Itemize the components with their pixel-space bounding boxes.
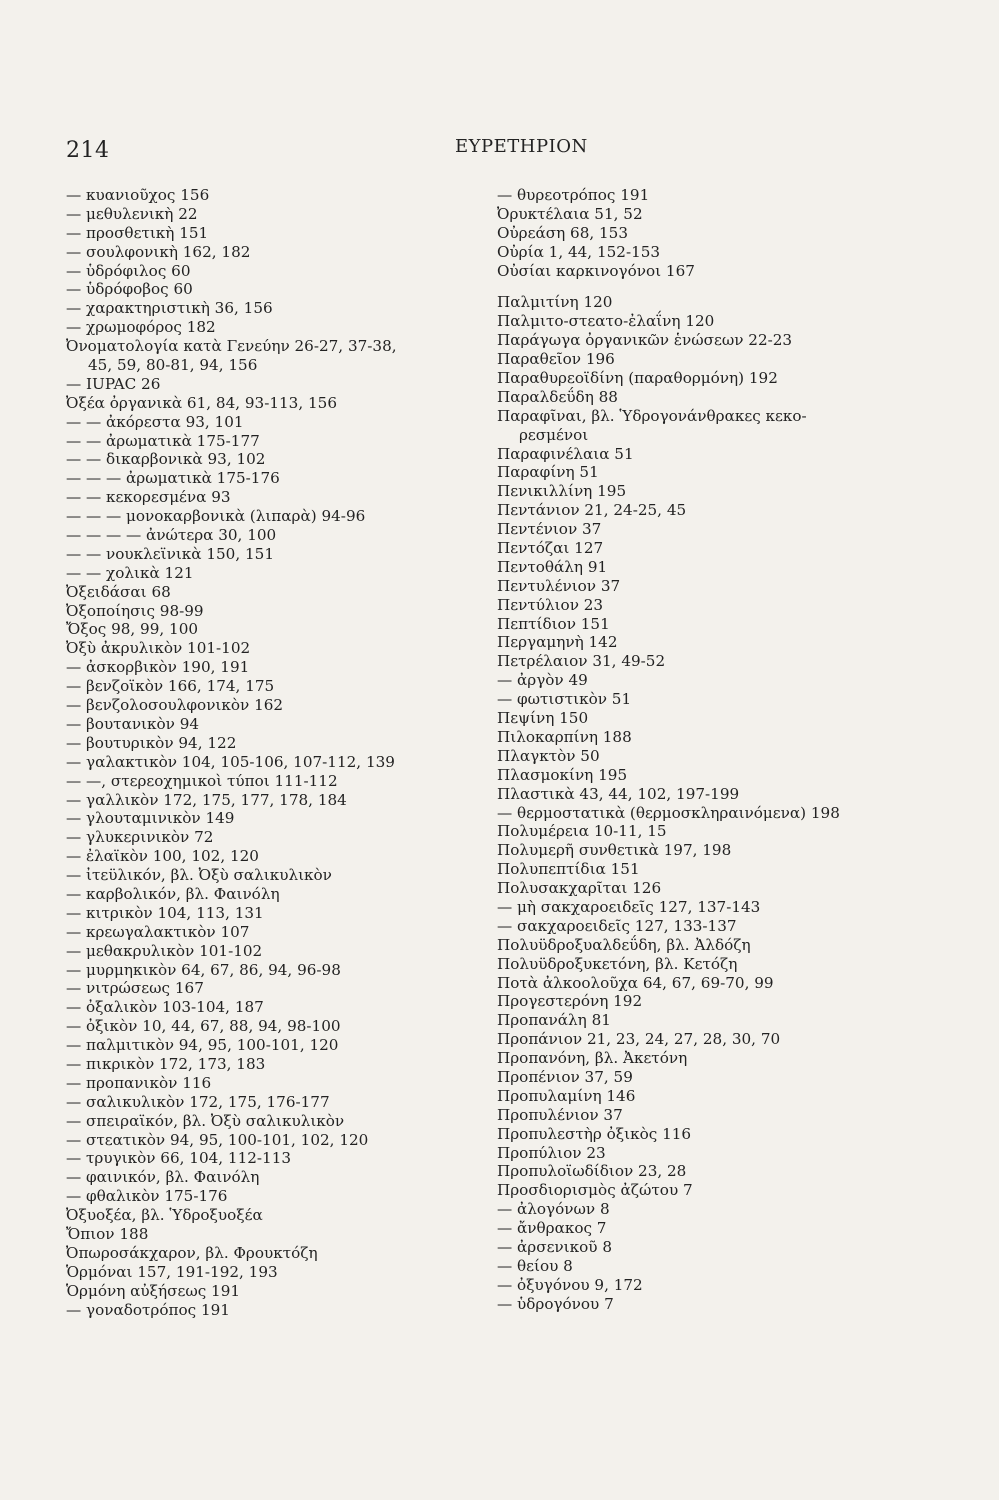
index-entry: Παραφῖναι, βλ. Ὑδρογονάνθρακες κεκο- <box>497 406 807 425</box>
index-entry: — γοναδοτρόπος 191 <box>66 1300 230 1319</box>
index-entry: Προπανάλη 81 <box>497 1011 611 1030</box>
index-entry: — —, στερεοχημικοὶ τύποι 111-112 <box>66 771 338 790</box>
index-entry: Παλμιτίνη 120 <box>497 293 613 312</box>
index-entry: — προσθετικὴ 151 <box>66 223 209 242</box>
index-entry: — κυανιοῦχος 156 <box>66 186 210 204</box>
index-entry: — γλουταμινικὸν 149 <box>66 809 235 828</box>
index-entry: Προπένιον 37, 59 <box>497 1067 633 1086</box>
index-entry: Πετρέλαιον 31, 49-52 <box>497 652 666 671</box>
index-entry: — σαλικυλικὸν 172, 175, 176-177 <box>66 1092 330 1111</box>
index-entry: Πολυμέρεια 10-11, 15 <box>497 822 667 841</box>
index-entry: Προπάνιον 21, 23, 24, 27, 28, 30, 70 <box>497 1030 781 1049</box>
index-entry: — ἀλογόνων 8 <box>497 1200 610 1219</box>
index-entry: — βουτυρικὸν 94, 122 <box>66 733 237 752</box>
index-entry: — — — μονοκαρβονικὰ (λιπαρὰ) 94-96 <box>66 507 366 526</box>
index-entry: — IUPAC 26 <box>66 374 161 393</box>
index-entry: Παραθεῖον 196 <box>497 350 615 369</box>
index-entry: Ὁρμόνη αὐξήσεως 191 <box>66 1281 241 1300</box>
index-entry: — ἐλαϊκὸν 100, 102, 120 <box>66 847 259 866</box>
index-entry: — νιτρώσεως 167 <box>66 979 204 998</box>
index-entry: — γαλακτικὸν 104, 105-106, 107-112, 139 <box>66 752 395 771</box>
index-entry: Προπυλαμίνη 146 <box>497 1086 636 1105</box>
index-entry: Προσδιορισμὸς ἀζώτου 7 <box>497 1181 693 1200</box>
index-column-left <box>66 186 397 1319</box>
index-entry: — φθαλικὸν 175-176 <box>66 1187 228 1206</box>
page-number: 214 <box>66 138 110 163</box>
index-entry: Ὀξειδάσαι 68 <box>66 582 171 601</box>
index-entry: Παραλδεΰδη 88 <box>497 387 618 406</box>
index-entry: Ὀρυκτέλαια 51, 52 <box>497 204 643 223</box>
index-entry: Ὄξος 98, 99, 100 <box>66 620 199 639</box>
index-entry: Πεπτίδιον 151 <box>497 614 610 633</box>
index-entry: Πολυσακχαρῖται 126 <box>497 879 662 898</box>
index-entry: — ὑδρόφοβος 60 <box>66 280 193 299</box>
index-entry: — βουτανικὸν 94 <box>66 714 200 733</box>
index-entry: Πιλοκαρπίνη 188 <box>497 727 632 746</box>
index-entry: — — δικαρβονικὰ 93, 102 <box>66 450 266 469</box>
index-entry: — ἀργὸν 49 <box>497 671 588 690</box>
index-entry: — ὀξικὸν 10, 44, 67, 88, 94, 98-100 <box>66 1017 341 1036</box>
index-entry: — ὑδρογόνου 7 <box>497 1294 614 1313</box>
index-entry: Ὀνοματολογία κατὰ Γενεύην 26-27, 37-38, <box>66 337 397 356</box>
index-entry: — μεθακρυλικὸν 101-102 <box>66 941 263 960</box>
index-entry: Προπυλεστὴρ ὀξικὸς 116 <box>497 1124 692 1143</box>
index-entry: Προπύλιον 23 <box>497 1143 606 1162</box>
index-entry: Ὀξοποίησις 98-99 <box>66 601 204 620</box>
index-entry: — — χολικὰ 121 <box>66 563 194 582</box>
index-entry: Πλαγκτὸν 50 <box>497 746 600 765</box>
index-entry: — προπανικὸν 116 <box>66 1073 212 1092</box>
index-entry: Πεντένιον 37 <box>497 520 602 539</box>
index-entry: Πολυϋδροξυαλδεΰδη, βλ. Ἀλδόζη <box>497 935 751 954</box>
index-entry: — ἰτεϋλικόν, βλ. Ὀξὺ σαλικυλικὸν <box>66 866 332 885</box>
index-entry: — χαρακτηριστικὴ 36, 156 <box>66 299 273 318</box>
index-entry: — μεθυλενικὴ 22 <box>66 204 198 223</box>
index-entry: — θυρεοτρόπος 191 <box>497 186 650 204</box>
index-entry: Παραφίνη 51 <box>497 463 599 482</box>
index-entry: — σουλφονικὴ 162, 182 <box>66 242 251 261</box>
index-entry: — τρυγικὸν 66, 104, 112-113 <box>66 1149 292 1168</box>
index-entry: Πολυπεπτίδια 151 <box>497 860 640 879</box>
index-entry: — ἀσκορβικὸν 190, 191 <box>66 658 250 677</box>
index-column-right <box>497 186 840 1314</box>
index-entry: Ὀπωροσάκχαρον, βλ. Φρουκτόζη <box>66 1243 318 1262</box>
index-entry: — γαλλικὸν 172, 175, 177, 178, 184 <box>66 790 347 809</box>
index-entry: Πεψίνη 150 <box>497 709 589 728</box>
letter-group-gap <box>497 280 840 293</box>
index-entry: — κιτρικὸν 104, 113, 131 <box>66 903 264 922</box>
index-entry: Ὄπιον 188 <box>66 1224 149 1243</box>
index-entry-continuation: ρεσμένοι <box>519 425 589 444</box>
index-entry: Προπανόνη, βλ. Ἀκετόνη <box>497 1049 688 1068</box>
index-entry: — ἀρσενικοῦ 8 <box>497 1237 612 1256</box>
index-entry: Ποτὰ ἀλκοολοῦχα 64, 67, 69-70, 99 <box>497 973 774 992</box>
index-entry-continuation: 45, 59, 80-81, 94, 156 <box>88 356 258 375</box>
index-entry: Παραφινέλαια 51 <box>497 444 634 463</box>
index-entry: — θερμοστατικὰ (θερμοσκληραινόμενα) 198 <box>497 803 840 822</box>
index-entry: Ὀξὺ ἀκρυλικὸν 101-102 <box>66 639 251 658</box>
index-entry: Ὀξυοξέα, βλ. Ὑδροξυοξέα <box>66 1206 263 1225</box>
index-entry: Ὀξέα ὀργανικὰ 61, 84, 93-113, 156 <box>66 393 337 412</box>
index-entry: — ὀξαλικὸν 103-104, 187 <box>66 998 264 1017</box>
index-entry: — βενζολοσουλφονικὸν 162 <box>66 696 284 715</box>
index-entry: Παλμιτο-στεατο-ἐλαΐνη 120 <box>497 312 715 331</box>
index-entry: — — νουκλεϊνικὰ 150, 151 <box>66 544 274 563</box>
index-entry: Προπυλοϊωδίδιον 23, 28 <box>497 1162 687 1181</box>
index-entry: — ὀξυγόνου 9, 172 <box>497 1275 643 1294</box>
index-entry: — — ἀκόρεστα 93, 101 <box>66 412 244 431</box>
index-entry: Παράγωγα ὀργανικῶν ἑνώσεων 22-23 <box>497 331 793 350</box>
index-entry: — ὑδρόφιλος 60 <box>66 261 191 280</box>
index-entry: — φαινικόν, βλ. Φαινόλη <box>66 1168 260 1187</box>
index-entry: — σπειραϊκόν, βλ. Ὀξὺ σαλικυλικὸν <box>66 1111 345 1130</box>
index-entry: Πολυμερῆ συνθετικὰ 197, 198 <box>497 841 732 860</box>
index-entry: Πολυϋδροξυκετόνη, βλ. Κετόζη <box>497 954 738 973</box>
index-entry: — σακχαροειδεῖς 127, 133-137 <box>497 916 737 935</box>
index-entry: — χρωμοφόρος 182 <box>66 318 216 337</box>
index-entry: Πεντοθάλη 91 <box>497 557 608 576</box>
index-entry: — φωτιστικὸν 51 <box>497 690 632 709</box>
index-entry: Παραθυρεοϊδίνη (παραθορμόνη) 192 <box>497 369 778 388</box>
index-entry: Οὐρεάση 68, 153 <box>497 223 628 242</box>
index-entry: — μὴ σακχαροειδεῖς 127, 137-143 <box>497 897 761 916</box>
index-entry: — στεατικὸν 94, 95, 100-101, 102, 120 <box>66 1130 369 1149</box>
index-entry: — — κεκορεσμένα 93 <box>66 488 231 507</box>
index-entry: Πεντόζαι 127 <box>497 539 604 558</box>
index-entry: — ἄνθρακος 7 <box>497 1219 607 1238</box>
index-entry: — θείου 8 <box>497 1256 573 1275</box>
index-entry: Πεντάνιον 21, 24-25, 45 <box>497 501 687 520</box>
index-entry: — — — — ἀνώτερα 30, 100 <box>66 526 277 545</box>
index-entry: Πενικιλλίνη 195 <box>497 482 627 501</box>
index-entry: — μυρμηκικὸν 64, 67, 86, 94, 96-98 <box>66 960 341 979</box>
index-entry: Πλασμοκίνη 195 <box>497 765 628 784</box>
index-entry: Περγαμηνὴ 142 <box>497 633 618 652</box>
index-entry: Πλαστικὰ 43, 44, 102, 197-199 <box>497 784 740 803</box>
index-entry: Πεντυλένιον 37 <box>497 576 621 595</box>
index-entry: Πεντύλιον 23 <box>497 595 604 614</box>
index-entry: — βενζοϊκὸν 166, 174, 175 <box>66 677 275 696</box>
index-entry: — γλυκερινικὸν 72 <box>66 828 214 847</box>
index-entry: — πικρικὸν 172, 173, 183 <box>66 1054 266 1073</box>
index-entry: — — — ἀρωματικὰ 175-176 <box>66 469 280 488</box>
index-entry: — καρβολικόν, βλ. Φαινόλη <box>66 884 280 903</box>
index-entry: Ὁρμόναι 157, 191-192, 193 <box>66 1262 278 1281</box>
running-head: ΕΥΡΕΤΗΡΙΟΝ <box>455 136 588 157</box>
index-entry: — παλμιτικὸν 94, 95, 100-101, 120 <box>66 1036 339 1055</box>
index-entry: Προπυλένιον 37 <box>497 1105 623 1124</box>
index-entry: — κρεωγαλακτικὸν 107 <box>66 922 250 941</box>
index-entry: — — ἀρωματικὰ 175-177 <box>66 431 260 450</box>
index-entry: Οὐσίαι καρκινογόνοι 167 <box>497 261 695 280</box>
index-entry: Προγεστερόνη 192 <box>497 992 643 1011</box>
index-entry: Οὐρία 1, 44, 152-153 <box>497 242 661 261</box>
